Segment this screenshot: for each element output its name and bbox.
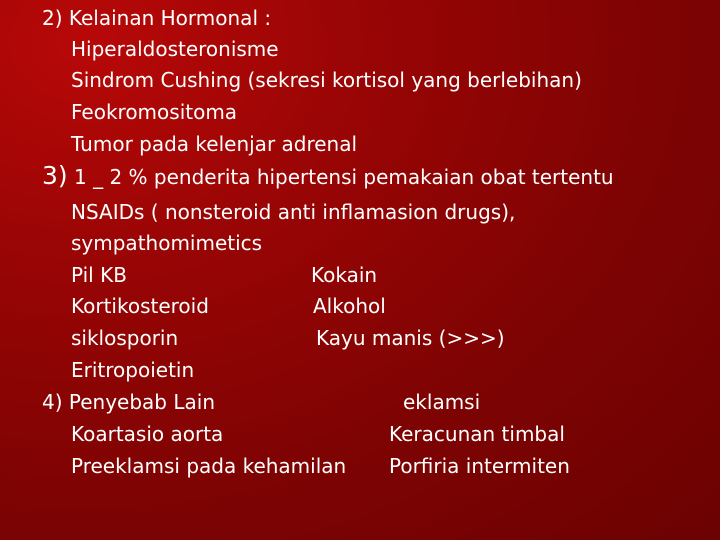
list-item: Kayu manis (>>>) [316,326,505,350]
list-item: Hiperaldosteronisme [71,37,279,61]
section-3-heading [42,161,614,190]
list-item: Eritropoietin [71,358,195,382]
list-item: Porfiria intermiten [389,454,570,478]
section-4-heading: 4) Penyebab Lain [42,390,215,414]
list-item: Feokromositoma [71,100,238,124]
list-item: Pil KB [71,263,127,287]
list-item: Koartasio aorta [71,422,224,446]
list-item: eklamsi [403,390,481,414]
list-item: sympathomimetics [71,231,263,255]
list-item: Kortikosteroid [71,294,209,318]
section-3-number: 3) [42,161,68,190]
list-item: NSAIDs ( nonsteroid anti inflamasion drugs), [71,200,516,224]
list-item: Sindrom Cushing (sekresi kortisol yang berlebihan) [71,68,582,92]
list-item: Keracunan timbal [389,422,565,446]
section-3-title: 1 _ 2 % penderita hipertensi pemakaian obat tertentu [74,165,614,189]
list-item: Preeklamsi pada kehamilan [71,454,347,478]
list-item: Kokain [311,263,378,287]
list-item: Alkohol [313,294,386,318]
section-2-heading: 2) Kelainan Hormonal : [42,6,272,30]
list-item: siklosporin [71,326,179,350]
list-item: Tumor pada kelenjar adrenal [71,132,358,156]
